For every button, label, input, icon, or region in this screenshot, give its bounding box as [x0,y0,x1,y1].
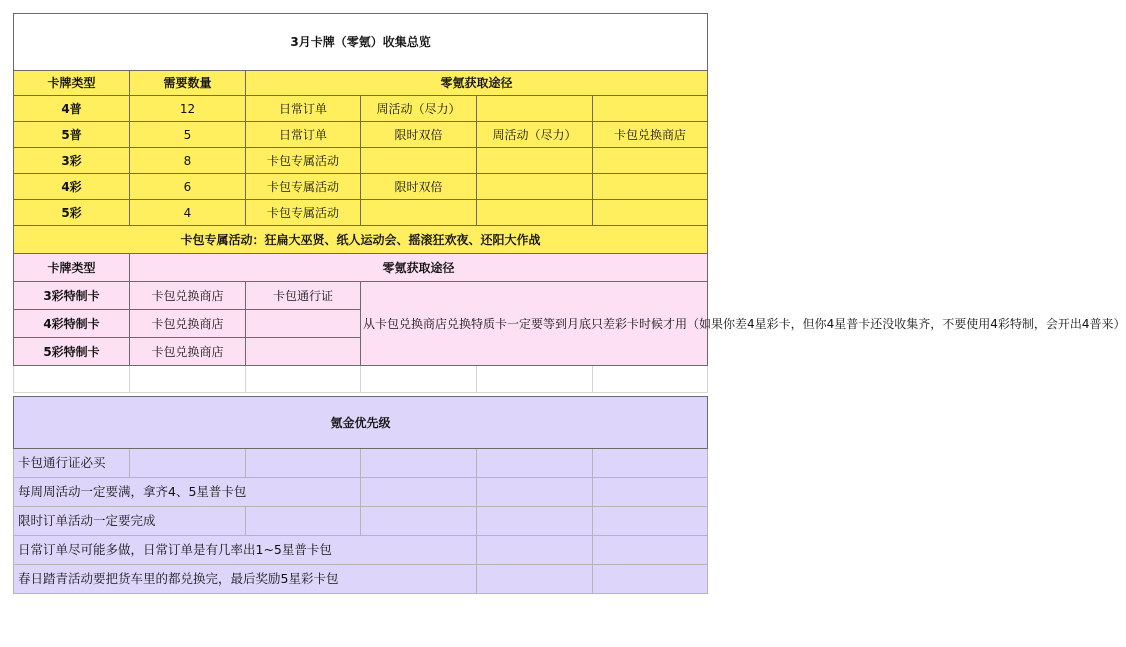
card-type-cell: 4普 [14,96,130,122]
empty-cell [477,536,593,565]
priority-title: 氪金优先级 [14,397,708,449]
source-cell [593,200,708,226]
source-cell [593,148,708,174]
quantity-cell: 8 [130,148,246,174]
source-cell: 周活动（尽力） [361,96,477,122]
exclusive-events-note: 卡包专属活动：狂扁大巫贤、纸人运动会、摇滚狂欢夜、还阳大作战 [14,226,708,254]
source-cell [477,174,593,200]
empty-cell [593,366,708,393]
table-row [14,122,708,148]
priority-row [14,536,708,565]
header-sources: 零氪获取途径 [246,71,708,96]
empty-cell [361,366,477,393]
empty-cell [477,507,593,536]
priority-row [14,565,708,594]
source-cell [593,96,708,122]
empty-cell [477,366,593,393]
source-cell: 卡包兑换商店 [130,282,246,310]
empty-cell [246,366,361,393]
empty-cell [593,565,708,594]
source-cell [361,200,477,226]
card-type-cell: 3彩特制卡 [14,282,130,310]
source-cell: 卡包兑换商店 [130,338,246,366]
priority-item: 日常订单尽可能多做，日常订单是有几率出1~5星普卡包 [14,536,477,565]
empty-cell [361,449,477,478]
table-row [14,282,708,310]
source-cell: 日常订单 [246,96,361,122]
header-card-type: 卡牌类型 [14,254,130,282]
blank-row [14,366,708,393]
source-cell [593,174,708,200]
priority-row [14,449,708,478]
source-cell: 卡包通行证 [246,282,361,310]
empty-cell [593,507,708,536]
empty-cell [246,449,361,478]
source-cell: 限时双倍 [361,174,477,200]
card-type-cell: 5彩特制卡 [14,338,130,366]
priority-item: 卡包通行证必买 [14,449,130,478]
source-cell: 卡包专属活动 [246,148,361,174]
empty-cell [593,449,708,478]
card-type-cell: 3彩 [14,148,130,174]
header-quantity: 需要数量 [130,71,246,96]
special-header-row [14,254,708,282]
quantity-cell: 12 [130,96,246,122]
source-cell [246,310,361,338]
empty-cell [361,478,477,507]
empty-cell [593,478,708,507]
source-cell [361,148,477,174]
empty-cell [593,536,708,565]
empty-cell [477,565,593,594]
table-row [14,148,708,174]
card-type-cell: 4彩 [14,174,130,200]
source-cell: 卡包专属活动 [246,200,361,226]
source-cell [246,338,361,366]
empty-cell [130,366,246,393]
source-cell: 卡包兑换商店 [593,122,708,148]
empty-cell [477,478,593,507]
card-type-cell: 5普 [14,122,130,148]
quantity-cell: 5 [130,122,246,148]
source-cell: 日常订单 [246,122,361,148]
special-card-note: 从卡包兑换商店兑换特质卡一定要等到月底只差彩卡时候才用（如果你差4星彩卡，但你4星普卡还没收集齐，不要使用4彩特制，会开出4普来） [361,282,708,366]
source-cell: 卡包专属活动 [246,174,361,200]
priority-item: 限时订单活动一定要完成 [14,507,246,536]
header-card-type: 卡牌类型 [14,71,130,96]
card-collection-sheet [13,13,1126,594]
card-type-cell: 5彩 [14,200,130,226]
priority-item: 春日踏青活动要把货车里的都兑换完，最后奖励5星彩卡包 [14,565,477,594]
priority-row [14,478,708,507]
empty-cell [246,507,361,536]
priority-row [14,507,708,536]
empty-cell [361,507,477,536]
source-cell: 限时双倍 [361,122,477,148]
source-cell [477,200,593,226]
quantity-cell: 6 [130,174,246,200]
header-sources: 零氪获取途径 [130,254,708,282]
table-row [14,174,708,200]
table-row [14,200,708,226]
source-cell [477,148,593,174]
empty-cell [130,449,246,478]
source-cell: 卡包兑换商店 [130,310,246,338]
table-row [14,96,708,122]
page-title: 3月卡牌（零氪）收集总览 [14,14,708,71]
card-type-cell: 4彩特制卡 [14,310,130,338]
empty-cell [477,449,593,478]
quantity-cell: 4 [130,200,246,226]
empty-cell [14,366,130,393]
priority-item: 每周周活动一定要满，拿齐4、5星普卡包 [14,478,361,507]
standard-header-row [14,71,708,96]
source-cell [477,96,593,122]
source-cell: 周活动（尽力） [477,122,593,148]
